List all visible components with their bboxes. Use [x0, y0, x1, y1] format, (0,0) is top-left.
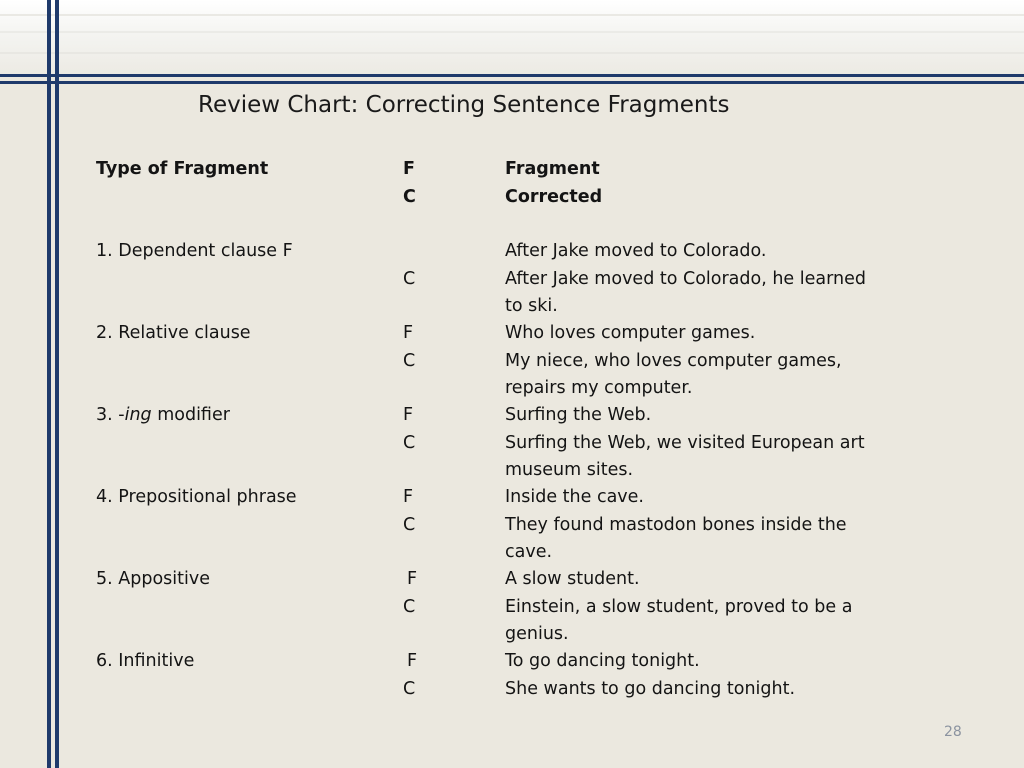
header-type-of-fragment: Type of Fragment [96, 159, 269, 179]
row-2-c-marker: C [403, 351, 416, 371]
row-3-c-marker: C [403, 433, 416, 453]
row-2-fragment: Who loves computer games. [505, 323, 756, 343]
row-6-type: 6. Infinitive [96, 651, 195, 671]
slide-header-band [0, 0, 1024, 76]
header-corrected-label: Corrected [505, 187, 603, 207]
row-5-fragment: A slow student. [505, 569, 640, 589]
slide-title: Review Chart: Correcting Sentence Fragments [198, 92, 730, 118]
row-5-corrected-line-2: genius. [505, 624, 569, 644]
row-4-c-marker: C [403, 515, 416, 535]
row-5-type: 5. Appositive [96, 569, 210, 589]
header-fragment-label: Fragment [505, 159, 600, 179]
row-1-corrected-line-1: After Jake moved to Colorado, he learned [505, 269, 866, 289]
row-3-type [96, 404, 230, 426]
row-3-type-prefix: 3. - [96, 405, 125, 425]
row-3-fragment: Surfing the Web. [505, 405, 652, 425]
frame-horizontal-line-top [0, 74, 1024, 77]
row-3-type-suffix: modifier [151, 405, 230, 425]
row-4-type: 4. Prepositional phrase [96, 487, 297, 507]
row-4-fragment: Inside the cave. [505, 487, 644, 507]
row-1-fragment: After Jake moved to Colorado. [505, 241, 767, 261]
frame-vertical-line-right [55, 0, 59, 768]
header-f-label: F [403, 159, 415, 179]
page-number: 28 [944, 724, 962, 740]
row-2-type: 2. Relative clause [96, 323, 251, 343]
row-6-f-marker: F [407, 651, 418, 671]
row-4-corrected-line-2: cave. [505, 542, 553, 562]
row-1-c-marker: C [403, 269, 416, 289]
row-3-corrected-line-2: museum sites. [505, 460, 634, 480]
row-6-corrected-line-1: She wants to go dancing tonight. [505, 679, 796, 699]
row-2-corrected-line-2: repairs my computer. [505, 378, 693, 398]
frame-vertical-line-left [47, 0, 51, 768]
row-1-type-text: 1. Dependent clause F [96, 241, 293, 261]
row-5-corrected-line-1: Einstein, a slow student, proved to be a [505, 597, 853, 617]
row-2-corrected-line-1: My niece, who loves computer games, [505, 351, 842, 371]
header-c-label: C [403, 187, 416, 207]
row-2-f-marker: F [403, 323, 414, 343]
row-1-corrected-line-2: to ski. [505, 296, 558, 316]
row-1-type [96, 240, 293, 262]
row-4-corrected-line-1: They found mastodon bones inside the [505, 515, 847, 535]
row-6-c-marker: C [403, 679, 416, 699]
row-3-type-italic: ing [124, 405, 152, 425]
row-4-f-marker: F [403, 487, 414, 507]
row-3-corrected-line-1: Surfing the Web, we visited European art [505, 433, 865, 453]
row-3-f-marker: F [403, 405, 414, 425]
frame-horizontal-line-bottom [0, 81, 1024, 84]
row-5-c-marker: C [403, 597, 416, 617]
row-5-f-marker: F [407, 569, 418, 589]
row-6-fragment: To go dancing tonight. [505, 651, 700, 671]
